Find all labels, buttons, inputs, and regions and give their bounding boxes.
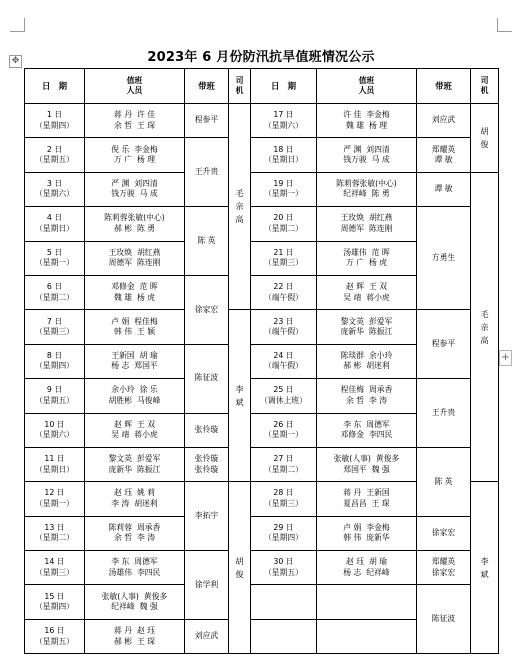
date-day: 22 日 — [273, 282, 294, 292]
left-date-cell — [25, 310, 85, 344]
table-row — [25, 447, 499, 481]
date-day: 14 日 — [44, 557, 65, 567]
date-day: 20 日 — [273, 213, 294, 223]
duty-names-line-2: 韩 伟 王 颖 — [113, 327, 156, 337]
margin-mark-top-left-v — [24, 18, 25, 32]
lead-name: 徐家宏 — [194, 304, 219, 314]
date-weekday: （星期一） — [264, 189, 303, 199]
duty-names-line-1: 李 东 周德军 — [343, 419, 390, 429]
duty-names-line-1: 严 渊 刘四清 — [343, 144, 390, 154]
right-lead-cell — [417, 138, 471, 172]
right-date-cell — [251, 516, 317, 550]
date-weekday: （星期二） — [35, 533, 74, 543]
margin-mark-top-left-h — [10, 31, 24, 32]
left-duty-cell — [85, 241, 185, 275]
date-weekday: （调休上班） — [260, 395, 307, 405]
left-duty-cell — [85, 344, 185, 378]
left-date-cell — [25, 344, 85, 378]
lead-name: 陈 英 — [434, 476, 453, 486]
duty-names-line-2: 汤雄伟 李四民 — [108, 567, 161, 577]
date-day: 4 日 — [46, 213, 63, 223]
header-lead: 带班 — [417, 69, 471, 104]
left-lead-cell — [185, 413, 229, 447]
lead-name: 刘应武 — [431, 115, 456, 125]
date-day: 25 日 — [273, 385, 294, 395]
date-day: 5 日 — [46, 247, 63, 257]
date-day: 9 日 — [46, 385, 63, 395]
duty-names-line-2: 魏 雄 杨 理 — [345, 120, 388, 130]
date-weekday: （星期日） — [35, 464, 74, 474]
right-date-cell — [251, 241, 317, 275]
duty-names-line-1: 陈莉蓉张敏(中心) — [336, 178, 397, 188]
duty-names-line-1: 陈琰群 余小玲 — [340, 350, 393, 360]
lead-name: 徐学利 — [194, 579, 219, 589]
date-weekday: （星期五） — [35, 395, 74, 405]
duty-names-line-2: 郝 彬 陈 勇 — [113, 223, 156, 233]
date-day: 15 日 — [44, 591, 65, 601]
date-weekday: （星期二） — [35, 292, 74, 302]
right-empty-cell — [251, 619, 317, 653]
right-duty-cell — [317, 447, 417, 481]
left-lead-cell — [185, 344, 229, 413]
right-lead-cell — [417, 516, 471, 550]
date-weekday: （星期日） — [35, 223, 74, 233]
left-date-cell — [25, 241, 85, 275]
date-weekday: （星期二） — [264, 464, 303, 474]
duty-names-line-2: 万 广 杨 理 — [113, 155, 156, 165]
duty-names-line-2: 纪祥峰 魏 强 — [111, 602, 158, 612]
right-driver-cell — [471, 104, 499, 173]
date-day: 19 日 — [273, 178, 294, 188]
header-date: 日 期 — [251, 69, 317, 104]
duty-names-line-2: 吴 靖 蒋小虎 — [343, 292, 390, 302]
duty-names-line-2: 杨 志 郑国平 — [111, 361, 158, 371]
left-date-cell — [25, 104, 85, 138]
lead-name: 张伶璇 — [194, 424, 219, 434]
left-duty-cell — [85, 585, 185, 619]
right-date-cell — [251, 413, 317, 447]
right-lead-cell — [417, 585, 471, 654]
right-duty-cell — [317, 104, 417, 138]
date-weekday: （星期日） — [264, 155, 303, 165]
date-day: 24 日 — [273, 350, 294, 360]
date-weekday: （星期五） — [35, 155, 74, 165]
table-row — [25, 585, 499, 619]
right-date-cell — [251, 310, 317, 344]
table-row — [25, 138, 499, 172]
right-date-cell — [251, 344, 317, 378]
duty-names-line-2: 庞新华 陈振江 — [340, 327, 393, 337]
right-duty-cell — [317, 138, 417, 172]
duty-names-line-1: 王玫焕 胡红燕 — [340, 213, 393, 223]
right-date-cell — [251, 275, 317, 309]
lead-name: 程参平 — [194, 115, 219, 125]
margin-mark-top-right-v — [497, 18, 498, 32]
left-duty-cell — [85, 516, 185, 550]
date-day: 2 日 — [46, 144, 63, 154]
lead-name: 王升贵 — [194, 167, 219, 177]
right-duty-cell — [317, 172, 417, 206]
date-weekday: （星期二） — [264, 223, 303, 233]
duty-names-line-2: 魏 雄 杨 虎 — [113, 292, 156, 302]
left-duty-cell — [85, 619, 185, 653]
duty-names-line-2: 钱万骏 马 成 — [343, 155, 390, 165]
table-row — [25, 104, 499, 138]
lead-name: 李拓宇 — [194, 510, 219, 520]
duty-names-line-1: 余小玲 徐 乐 — [111, 385, 158, 395]
duty-names-line-2: 郑国平 魏 强 — [343, 464, 390, 474]
date-weekday: （端午假） — [264, 292, 303, 302]
duty-names-line-1: 赵 辉 王 双 — [345, 282, 388, 292]
date-weekday: （星期三） — [35, 567, 74, 577]
left-date-cell — [25, 413, 85, 447]
date-day: 18 日 — [273, 144, 294, 154]
duty-names-line-2: 万 广 杨 虎 — [345, 258, 388, 268]
duty-names-line-2: 周德军 陈连刚 — [108, 258, 161, 268]
duty-names-line-1: 黎文英 彭爱军 — [108, 454, 161, 464]
left-date-cell — [25, 447, 85, 481]
margin-mark-top-right-h — [498, 31, 512, 32]
date-day: 23 日 — [273, 316, 294, 326]
table-row — [25, 516, 499, 550]
lead-name: 陈征波 — [194, 373, 219, 383]
right-duty-cell — [317, 516, 417, 550]
left-lead-cell — [185, 104, 229, 138]
duty-names-line-1: 倪 乐 李金梅 — [111, 144, 158, 154]
table-move-handle-icon[interactable]: ✥ — [9, 55, 22, 68]
duty-names-line-1: 陈莉蓉张敏(中心) — [104, 213, 165, 223]
left-date-cell — [25, 138, 85, 172]
left-lead-cell — [185, 482, 229, 551]
duty-names-line-2: 周德军 陈连刚 — [340, 223, 393, 233]
right-lead-cell — [417, 551, 471, 585]
header-row — [25, 69, 499, 104]
right-date-cell — [251, 172, 317, 206]
table-row — [25, 551, 499, 585]
date-weekday: （星期六） — [264, 120, 303, 130]
left-date-cell — [25, 207, 85, 241]
right-lead-cell — [417, 310, 471, 379]
date-weekday: （星期一） — [35, 498, 74, 508]
duty-names-line-1: 李 东 周德军 — [111, 557, 158, 567]
duty-names-line-1: 蒋 丹 赵 珏 — [113, 626, 156, 636]
date-day: 26 日 — [273, 419, 294, 429]
duty-names-line-2: 胡胜彬 马俊峰 — [108, 395, 161, 405]
duty-names-line-2: 李 涛 胡迷利 — [111, 498, 158, 508]
right-duty-cell — [317, 482, 417, 516]
left-duty-cell — [85, 172, 185, 206]
date-weekday: （星期五） — [264, 567, 303, 577]
date-day: 1 日 — [46, 110, 63, 120]
header-duty: 值班 人员 — [85, 69, 185, 104]
left-duty-cell — [85, 482, 185, 516]
duty-names-line-2: 邓修金 李四民 — [340, 430, 393, 440]
duty-names-line-1: 黎文英 彭爱军 — [340, 316, 393, 326]
lead-name: 程参平 — [431, 338, 456, 348]
duty-names-line-1: 赵 珏 姚 莉 — [113, 488, 156, 498]
lead-name: 方勇生 — [431, 253, 456, 262]
left-driver-cell — [229, 104, 251, 310]
duty-names-line-2: 纪祥峰 陈 勇 — [343, 189, 390, 199]
left-date-cell — [25, 619, 85, 653]
lead-name: 王升贵 — [431, 407, 456, 417]
left-date-cell — [25, 172, 85, 206]
date-weekday: （星期四） — [264, 533, 303, 543]
table-row — [25, 207, 499, 241]
duty-names-line-2: 杨 志 纪祥峰 — [343, 567, 390, 577]
right-date-cell — [251, 207, 317, 241]
duty-names-line-1: 王玫焕 胡红燕 — [108, 247, 161, 257]
date-weekday: （星期四） — [35, 361, 74, 371]
date-weekday: （星期三） — [264, 498, 303, 508]
right-duty-cell — [317, 275, 417, 309]
duty-names-line-2: 韩 伟 庞新华 — [343, 533, 390, 543]
date-day: 8 日 — [46, 350, 63, 360]
date-day: 29 日 — [273, 522, 294, 532]
left-date-cell — [25, 275, 85, 309]
lead-name: 徐家宏 — [431, 528, 456, 538]
duty-names-line-2: 庞新华 陈振江 — [108, 464, 161, 474]
date-weekday: （星期四） — [35, 602, 74, 612]
duty-names-line-2: 余 哲 李 涛 — [113, 533, 156, 543]
header-duty: 值班 人员 — [317, 69, 417, 104]
date-day: 7 日 — [46, 316, 63, 326]
duty-names-line-1: 邓修金 范 晖 — [111, 282, 158, 292]
date-weekday: （端午假） — [264, 327, 303, 337]
date-day: 10 日 — [44, 419, 65, 429]
lead-name: 郑耀英 谭 敏 — [431, 144, 456, 165]
left-lead-cell — [185, 551, 229, 620]
right-lead-cell — [417, 104, 471, 138]
right-lead-cell — [417, 207, 471, 310]
right-date-cell — [251, 551, 317, 585]
duty-names-line-2: 钱万骏 马 成 — [111, 189, 158, 199]
right-lead-cell — [417, 379, 471, 448]
date-weekday: （星期三） — [35, 327, 74, 337]
left-duty-cell — [85, 379, 185, 413]
date-weekday: （星期一） — [35, 258, 74, 268]
lead-name: 谭 敏 — [434, 184, 453, 194]
table-row — [25, 379, 499, 413]
duty-names-line-2: 余 哲 李 涛 — [345, 395, 388, 405]
date-day: 30 日 — [273, 557, 294, 567]
date-weekday: （端午假） — [264, 361, 303, 371]
date-day: 6 日 — [46, 282, 63, 292]
left-duty-cell — [85, 447, 185, 481]
duty-names-line-2: 郝 彬 胡迷利 — [343, 361, 390, 371]
header-driver: 司 机 — [471, 69, 499, 104]
duty-names-line-1: 蒋 丹 许 佳 — [113, 110, 156, 120]
right-lead-cell — [417, 172, 471, 206]
table-resize-handle-icon[interactable]: + — [499, 350, 512, 366]
date-day: 21 日 — [273, 247, 294, 257]
right-driver-cell — [471, 482, 499, 654]
duty-names-line-1: 张敏(人事) 黄俊多 — [101, 591, 168, 601]
lead-name: 陈 英 — [197, 235, 216, 245]
duty-names-line-1: 赵 珏 胡 瑜 — [345, 557, 388, 567]
right-date-cell — [251, 482, 317, 516]
right-duty-cell — [317, 207, 417, 241]
date-day: 13 日 — [44, 522, 65, 532]
driver-name: 胡俊 — [235, 555, 244, 579]
duty-names-line-1: 许 佳 李金梅 — [343, 110, 390, 120]
duty-names-line-1: 陈莉蓉 周承香 — [108, 522, 161, 532]
duty-names-line-1: 王新国 胡 瑜 — [111, 350, 158, 360]
date-day: 11 日 — [44, 454, 65, 464]
date-day: 12 日 — [44, 488, 65, 498]
date-day: 17 日 — [273, 110, 294, 120]
date-day: 16 日 — [44, 626, 65, 636]
left-duty-cell — [85, 138, 185, 172]
duty-names-line-2: 吴 靖 蒋小虎 — [111, 430, 158, 440]
right-duty-cell — [317, 344, 417, 378]
right-duty-cell — [317, 551, 417, 585]
lead-name: 刘应武 — [194, 631, 219, 641]
left-duty-cell — [85, 310, 185, 344]
driver-name: 毛亲高 — [235, 188, 244, 225]
date-weekday: （星期六） — [35, 189, 74, 199]
date-weekday: （星期一） — [264, 430, 303, 440]
right-date-cell — [251, 379, 317, 413]
lead-name: 张伶璇 张伶璇 — [194, 454, 219, 474]
right-duty-cell — [317, 379, 417, 413]
date-day: 27 日 — [273, 454, 294, 464]
right-date-cell — [251, 104, 317, 138]
duty-names-line-1: 卢 娟 程佳梅 — [111, 316, 158, 326]
left-duty-cell — [85, 413, 185, 447]
left-lead-cell — [185, 138, 229, 207]
duty-names-line-2: 夏昌昌 王 琛 — [343, 498, 390, 508]
date-weekday: （星期六） — [35, 430, 74, 440]
right-duty-cell — [317, 241, 417, 275]
driver-name: 毛亲高 — [480, 308, 489, 345]
left-date-cell — [25, 482, 85, 516]
header-date: 日 期 — [25, 69, 85, 104]
date-day: 3 日 — [46, 178, 63, 188]
right-driver-cell — [471, 172, 499, 482]
driver-name: 李斌 — [235, 383, 244, 407]
left-date-cell — [25, 551, 85, 585]
duty-names-line-2: 余 哲 王 琛 — [113, 120, 156, 130]
driver-name: 李斌 — [480, 555, 489, 579]
right-duty-cell — [317, 413, 417, 447]
header-driver: 司 机 — [229, 69, 251, 104]
duty-names-line-1: 严 渊 刘四清 — [111, 178, 158, 188]
table-row — [25, 310, 499, 344]
right-date-cell — [251, 138, 317, 172]
right-empty-cell — [317, 619, 417, 653]
left-date-cell — [25, 585, 85, 619]
date-weekday: （星期三） — [264, 258, 303, 268]
date-day: 28 日 — [273, 488, 294, 498]
left-duty-cell — [85, 551, 185, 585]
duty-names-line-1: 汤雄伟 范 晖 — [343, 247, 390, 257]
right-empty-cell — [251, 585, 317, 619]
right-empty-cell — [317, 585, 417, 619]
left-driver-cell — [229, 482, 251, 654]
date-weekday: （星期五） — [35, 636, 74, 646]
left-lead-cell — [185, 447, 229, 481]
date-weekday: （星期四） — [35, 120, 74, 130]
table-row — [25, 172, 499, 206]
right-duty-cell — [317, 310, 417, 344]
left-driver-cell — [229, 310, 251, 482]
duty-names-line-1: 张敏(人事) 黄俊多 — [333, 454, 400, 464]
duty-names-line-2: 郝 彬 王 琛 — [113, 636, 156, 646]
left-lead-cell — [185, 275, 229, 344]
duty-names-line-1: 蒋 丹 王新国 — [343, 488, 390, 498]
duty-names-line-1: 程佳梅 周承香 — [340, 385, 393, 395]
duty-roster-table — [24, 68, 499, 654]
lead-name: 郑耀英 徐家宏 — [431, 557, 456, 577]
driver-name: 胡俊 — [480, 125, 489, 149]
page-title: 2023年 6 月份防汛抗旱值班情况公示 — [147, 50, 375, 65]
duty-names-line-1: 卢 娟 李金梅 — [343, 522, 390, 532]
lead-name: 陈征波 — [431, 614, 456, 624]
right-lead-cell — [417, 447, 471, 516]
left-duty-cell — [85, 207, 185, 241]
left-date-cell — [25, 379, 85, 413]
right-date-cell — [251, 447, 317, 481]
duty-names-line-1: 赵 辉 王 双 — [113, 419, 156, 429]
left-duty-cell — [85, 104, 185, 138]
header-lead: 带班 — [185, 69, 229, 104]
left-lead-cell — [185, 207, 229, 276]
left-date-cell — [25, 516, 85, 550]
left-duty-cell — [85, 275, 185, 309]
left-lead-cell — [185, 619, 229, 653]
